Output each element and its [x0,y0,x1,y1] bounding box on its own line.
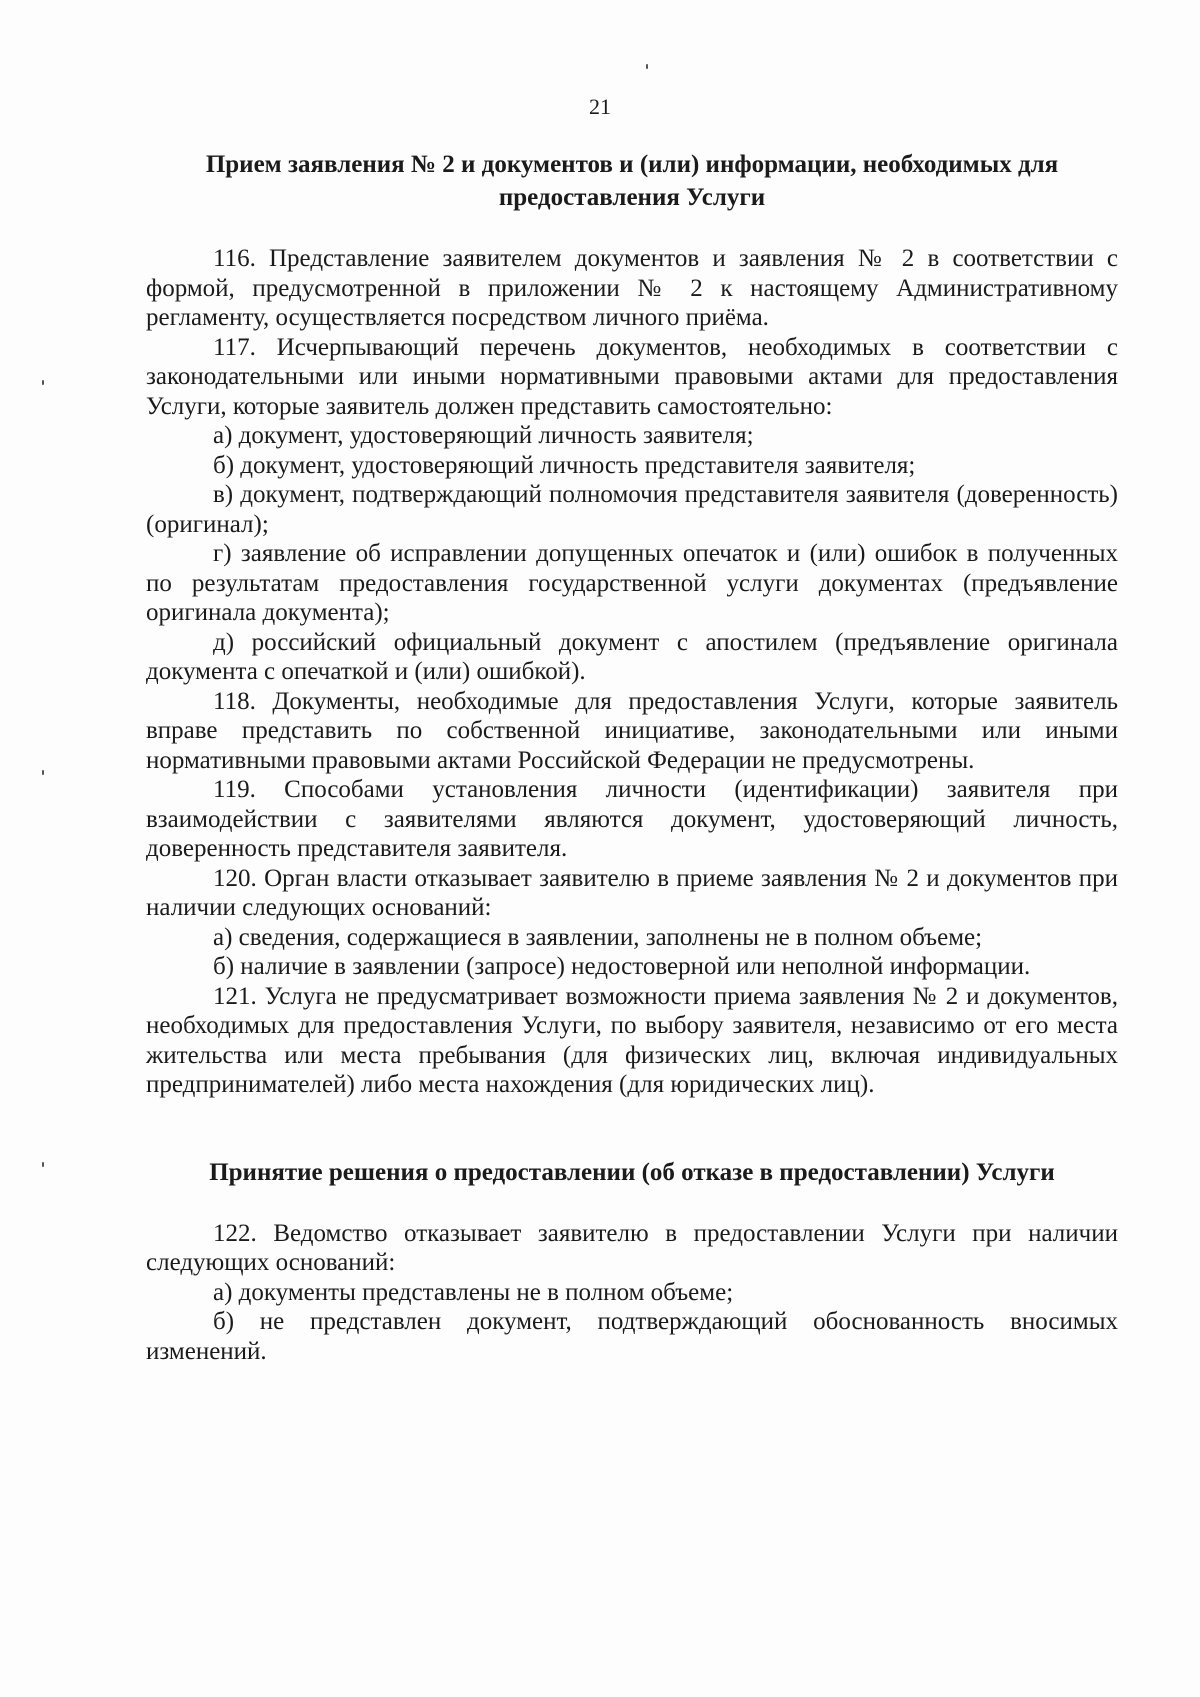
section-paragraphs [146,244,1118,1100]
list-item: д) российский официальный документ с апостилем (предъявление оригинала документа с опечаткой и (или) ошибкой). [146,628,1118,685]
list-item: а) документы представлены не в полном объеме; [213,1278,734,1306]
list-item: б) не представлен документ, подтверждающий обоснованность вносимых изменений. [146,1308,1118,1365]
list-item: б) наличие в заявлении (запросе) недостоверной или неполной информации. [213,953,1031,980]
paragraph: 121. Услуга не предусматривает возможности приема заявления № 2 и документов, необходимых для предоставления Услуги, по выбору заявителя, независимо от его места жительства или места пребывания (для физических лиц, включая индивидуальных предпринимателей) либо места нахождения (для юридических лиц). [146,982,1118,1098]
scan-speck [42,770,44,775]
list-item: а) сведения, содержащиеся в заявлении, заполнены не в полном объеме; [213,923,983,951]
paragraph: 117. Исчерпывающий перечень документов, необходимых в соответствии с законодательными или иными нормативными правовыми актами для предоставления Услуги, которые заявитель должен представить самостоятельно: [146,333,1118,420]
document-body [146,148,1118,1366]
page-number: 21 [589,94,611,119]
list-item: в) документ, подтверждающий полномочия представителя заявителя (доверенность) (оригинал); [146,481,1118,538]
list-item: а) документ, удостоверяющий личность заявителя; [213,422,754,449]
section-paragraphs [146,1219,1118,1367]
paragraph: 119. Способами установления личности (идентификации) заявителя при взаимодействии с заявителями являются документ, удостоверяющий личность, доверенность представителя заявителя. [146,776,1118,862]
scan-speck [42,1162,44,1167]
list-item: б) документ, удостоверяющий личность представителя заявителя; [213,451,916,479]
paragraph: 120. Орган власти отказывает заявителю в приеме заявления № 2 и документов при наличии следующих оснований: [146,864,1118,921]
list-item: г) заявление об исправлении допущенных опечаток и (или) ошибок в полученных по результатам предоставления государственной услуги документах (предъявление оригинала документа); [146,540,1118,626]
paragraph: 116. Представление заявителем документов и заявления № 2 в соответствии с формой, предусмотренной в приложении № 2 к настоящему Административному регламенту, осуществляется посредством личного приёма. [146,245,1118,331]
paragraph: 118. Документы, необходимые для предоставления Услуги, которые заявитель вправе представить по собственной инициативе, законодательными или иными нормативными правовыми актами Российской Федерации не предусмотрены. [146,687,1118,774]
paragraph: 122. Ведомство отказывает заявителю в предоставлении Услуги при наличии следующих оснований: [146,1219,1118,1276]
section-heading: Принятие решения о предоставлении (об отказе в предоставлении) Услуги [209,1158,1055,1186]
section-heading: Прием заявления № 2 и документов и (или) информации, необходимых для предоставления Услуги [205,151,1059,211]
scan-speck [42,380,44,385]
scan-speck [646,64,648,69]
